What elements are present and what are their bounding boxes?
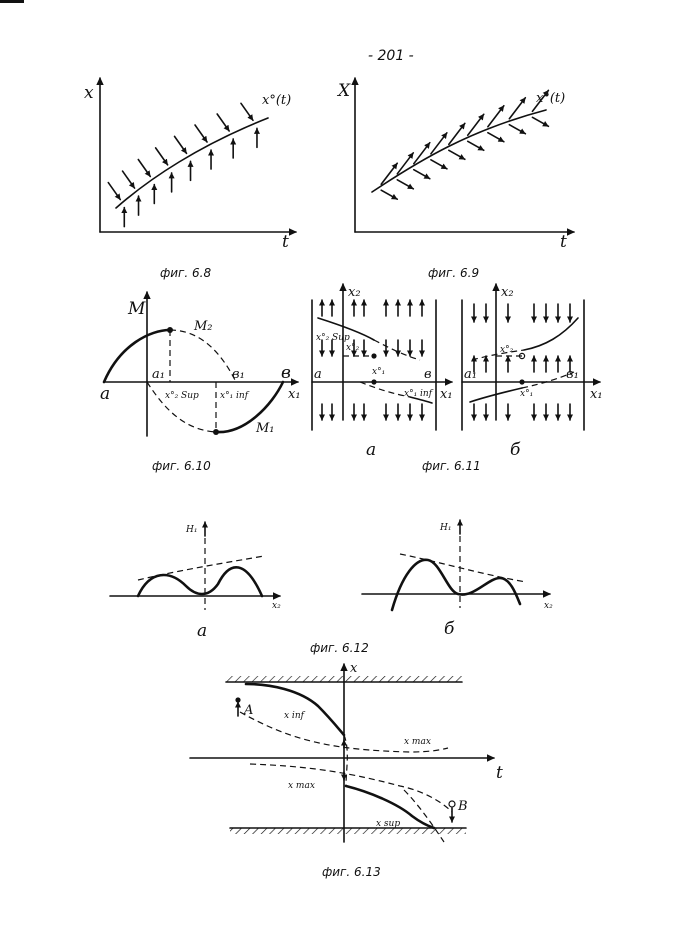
fig612-caption: фиг. 6.12	[310, 641, 369, 655]
fig68-arrow-above	[195, 125, 207, 142]
fig69-arrow-below	[449, 150, 465, 159]
fig69-axis-x-label: t	[560, 232, 567, 252]
fig69-curve-label: x°(t)	[536, 91, 566, 106]
fig69-caption: фиг. 6.9	[428, 266, 480, 280]
fig613-bottom-boundary-hatch	[230, 828, 466, 834]
fig611a-vector-field	[322, 300, 422, 420]
figure-6-8	[84, 78, 296, 280]
corner-mark	[0, 0, 24, 3]
figure-6-9	[336, 78, 574, 280]
fig69-arrow-below	[532, 117, 548, 126]
fig612b-axis-y-label: H₁	[440, 523, 452, 533]
figure-6-11b	[422, 284, 603, 473]
fig610-label-x1inf: x°₁ inf	[220, 391, 249, 401]
fig610-caption: фиг. 6.10	[152, 459, 211, 473]
fig611a-axis-x-label: x₁	[440, 387, 453, 402]
fig610-M2-dashed	[170, 330, 236, 382]
fig611a-label-b: в	[424, 367, 432, 382]
fig613-label-xmax-lower: x max	[288, 781, 315, 791]
fig611b-vector-field	[474, 304, 570, 420]
fig612b-envelope	[400, 554, 526, 582]
fig69-axis-y-label: X	[338, 81, 351, 101]
fig69-arrow-below	[381, 190, 397, 199]
fig611b-curve-top-dashed	[472, 350, 524, 360]
figure-6-12a	[110, 522, 281, 641]
fig611b-label-a1: a₁	[464, 367, 477, 382]
fig612a-axis-x-label: x₂	[272, 601, 281, 611]
fig68-arrow-above	[175, 136, 187, 153]
fig69-vector-field	[381, 90, 548, 199]
fig610-label-M2: M₂	[194, 319, 213, 334]
fig610-M1-dashed	[147, 382, 216, 432]
figure-6-13	[190, 661, 503, 879]
fig613-label-xsup: x sup	[376, 819, 401, 829]
fig610-label-b: в	[281, 363, 291, 383]
page-number: - 201 -	[368, 48, 414, 64]
fig613-label-B: B	[458, 799, 468, 814]
fig611b-curve-top	[524, 318, 578, 350]
fig611a-point-x1	[371, 379, 376, 384]
fig610-label-b1: в₁	[232, 367, 245, 382]
fig610-label-x2sup: x°₂ Sup	[165, 391, 199, 401]
fig611a-curve-top-dashed	[374, 340, 420, 360]
fig69-arrow-below	[468, 141, 484, 150]
fig612a-curve	[138, 567, 262, 596]
fig611b-axis-y-label: x₂	[501, 285, 514, 300]
fig68-arrow-above	[217, 114, 229, 131]
fig68-arrow-above	[108, 183, 120, 200]
fig613-point-B	[449, 801, 455, 807]
fig69-arrow-below	[488, 133, 504, 142]
fig68-arrow-above	[156, 148, 168, 165]
fig68-arrow-above	[123, 171, 135, 188]
fig69-arrow-below	[431, 160, 447, 169]
fig69-arrow-above	[509, 98, 525, 119]
fig613-axis-x-label: t	[496, 763, 503, 783]
fig611b-sub-label: б	[510, 440, 521, 460]
fig613-label-xinf: x inf	[284, 711, 304, 721]
fig612b-sub-label: б	[444, 619, 455, 639]
fig612a-sub-label: а	[197, 621, 208, 641]
fig611a-label-a: a	[314, 367, 322, 382]
fig613-label-A: A	[244, 703, 254, 718]
fig69-arrow-below	[414, 170, 430, 179]
fig68-arrow-above	[138, 160, 150, 177]
fig68-arrow-above	[241, 103, 253, 120]
fig69-arrow-above	[449, 123, 465, 144]
fig611-caption: фиг. 6.11	[422, 459, 481, 473]
fig69-arrow-below	[397, 180, 413, 189]
fig610-axis-x-label: x₁	[288, 387, 301, 402]
fig610-axis-y-label: M	[128, 299, 146, 319]
fig612b-curve	[392, 560, 520, 610]
fig611b-label-x2: x°₂	[500, 345, 514, 355]
fig68-trajectory	[116, 118, 268, 208]
fig612a-axis-y-label: H₁	[186, 525, 198, 535]
fig68-vector-field	[108, 103, 257, 226]
fig611a-label-x2: x°₂	[346, 343, 360, 353]
fig612b-axis-x-label: x₂	[544, 601, 553, 611]
fig68-axis-y-label: x	[84, 83, 94, 103]
fig610-label-a1: a₁	[152, 367, 165, 382]
fig613-axis-y-label: x	[350, 661, 358, 676]
fig611a-label-x1: x°₁	[372, 367, 386, 377]
fig68-curve-label: x°(t)	[262, 93, 292, 108]
fig613-x-inf-curve	[246, 684, 344, 735]
fig613-caption: фиг. 6.13	[322, 865, 381, 879]
fig611a-axis-y-label: x₂	[348, 285, 361, 300]
fig610-label-M1: M₁	[256, 421, 275, 436]
fig611a-sub-label: а	[366, 440, 377, 460]
fig610-point-M1	[213, 429, 219, 435]
fig611b-point-x1	[519, 379, 524, 384]
fig611b-axis-x-label: x₁	[590, 387, 603, 402]
figure-6-11a	[312, 284, 453, 460]
figure-6-10	[100, 292, 301, 473]
fig611b-label-b1: в₁	[566, 367, 579, 382]
fig611a-label-x2sup: x°₂ Sup	[316, 333, 350, 343]
fig69-arrow-below	[509, 125, 525, 134]
fig611b-label-x1: x°₁	[520, 389, 534, 399]
fig610-label-a: a	[100, 384, 111, 404]
fig68-caption: фиг. 6.8	[160, 266, 212, 280]
fig611a-curve-bottom-dashed	[360, 382, 410, 397]
fig613-label-xmax-upper: x max	[404, 737, 431, 747]
fig68-axis-x-label: t	[282, 232, 289, 252]
figure-6-12b	[310, 520, 553, 655]
fig613-point-A	[235, 697, 240, 702]
fig611a-label-x1inf: x°₁ inf	[404, 389, 433, 399]
